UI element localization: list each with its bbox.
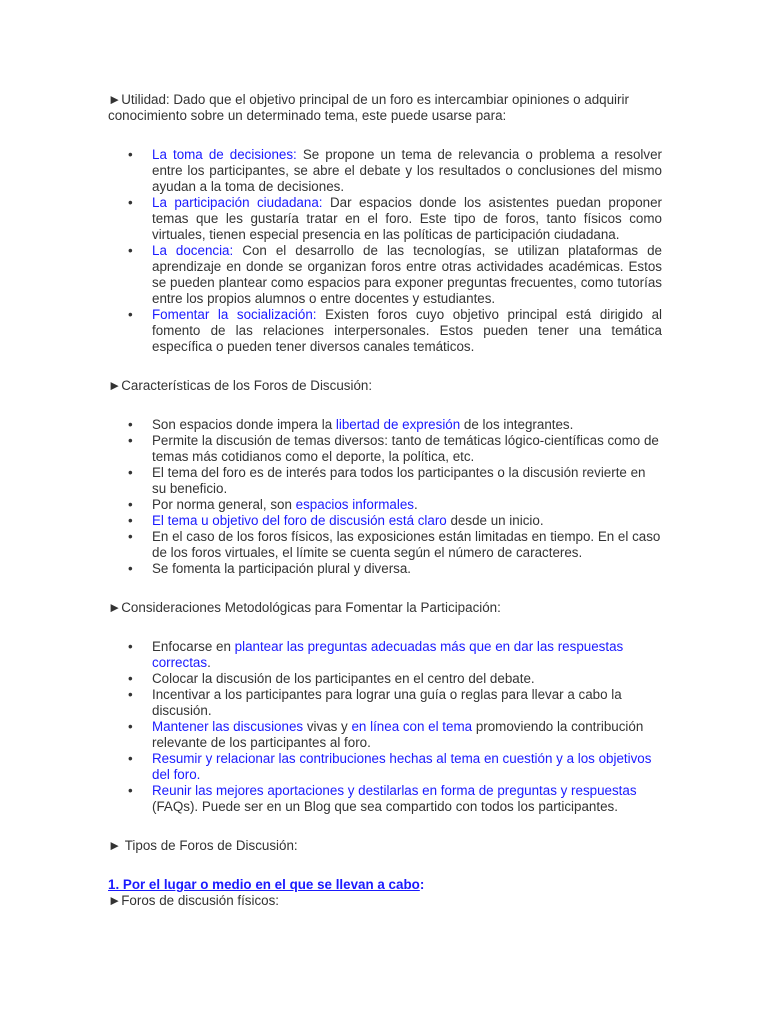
resumir-relacionar-link[interactable]: Resumir y relacionar las contribuciones hechas al tema en cuestión y a los objetivos del foro. [152, 751, 652, 782]
tipos-heading: ► Tipos de Foros de Discusión: [108, 838, 298, 853]
tema-objetivo-link[interactable]: El tema u objetivo del foro de discusión está claro [152, 513, 447, 528]
libertad-expresion-link[interactable]: libertad de expresión [335, 417, 461, 432]
reunir-aportaciones-link[interactable]: Reunir las mejores aportaciones y destilarlas en forma de preguntas y respuestas [152, 783, 637, 798]
list-item: • Permite la discusión de temas diversos: tanto de temáticas lógico-científicas como de temas más cotidianos como el deporte, la política, etc. [108, 433, 662, 465]
mantener-discusiones-link[interactable]: Mantener las discusiones [152, 719, 304, 734]
list-item: • La docencia: Con el desarrollo de las tecnologías, se utilizan plataformas de aprendizaje en donde se organizan foros entre otras actividades académicas. Estos se pueden plantear como espacios para exponer preguntas frecuentes, como tutorías entre los propios alumnos o entre docentes y estudiantes. [108, 243, 662, 307]
foros-fisicos-heading: ►Foros de discusión físicos: [108, 893, 280, 908]
list-item: • Se fomenta la participación plural y diversa. [108, 561, 662, 577]
toma-decisiones-link[interactable]: La toma de decisiones: [152, 147, 297, 162]
list-item [108, 751, 662, 783]
consideraciones-list [108, 639, 662, 815]
list-item: • Fomentar la socialización: Existen foros cuyo objetivo principal está dirigido al fomento de las relaciones interpersonales. Estos pueden tener una temática específica o pueden tener diversos canales temáticos. [108, 307, 662, 355]
list-item: • La participación ciudadana: Dar espacios donde los asistentes puedan proponer temas que les gustaría tratar en el foro. Este tipo de foros, tanto físicos como virtuales, tienen especial presencia en las políticas de participación ciudadana. [108, 195, 662, 243]
participacion-ciudadana-link[interactable]: La participación ciudadana: [152, 195, 323, 210]
plantear-preguntas-link[interactable]: plantear las preguntas adecuadas más que en dar las respuestas correctas [152, 639, 624, 670]
list-item: • Enfocarse en plantear las preguntas adecuadas más que en dar las respuestas correctas. [108, 639, 662, 671]
utilidad-intro: ►Utilidad: Dado que el objetivo principal de un foro es intercambiar opiniones o adquirir conocimiento sobre un determinado tema, este puede usarse para: [108, 92, 629, 123]
list-item: • La toma de decisiones: Se propone un tema de relevancia o problema a resolver entre los participantes, se abre el debate y los resultados o conclusiones del mismo ayudan a la toma de decisiones. [108, 147, 662, 195]
utilidad-list [108, 147, 662, 355]
list-item: • Colocar la discusión de los participantes en el centro del debate. [108, 671, 662, 687]
list-item: • Reunir las mejores aportaciones y destilarlas en forma de preguntas y respuestas (FAQs). Puede ser en un Blog que sea compartido con todos los participantes. [108, 783, 662, 815]
consideraciones-heading: ►Consideraciones Metodológicas para Fomentar la Participación: [108, 600, 501, 615]
list-item: • En el caso de los foros físicos, las exposiciones están limitadas en tiempo. En el caso de los foros virtuales, el límite se cuenta según el número de caracteres. [108, 529, 662, 561]
caracteristicas-list [108, 417, 662, 577]
en-linea-tema-link[interactable]: en línea con el tema [351, 719, 473, 734]
list-item: • El tema del foro es de interés para todos los participantes o la discusión revierte en su beneficio. [108, 465, 662, 497]
espacios-informales-link[interactable]: espacios informales [295, 497, 414, 512]
tipos-subheading: 1. Por el lugar o medio en el que se llevan a cabo: [108, 877, 425, 892]
list-item: • Mantener las discusiones vivas y en línea con el tema promoviendo la contribución relevante de los participantes al foro. [108, 719, 662, 751]
docencia-link[interactable]: La docencia: [152, 243, 234, 258]
list-item: • El tema u objetivo del foro de discusión está claro desde un inicio. [108, 513, 662, 529]
list-item: • Son espacios donde impera la libertad de expresión de los integrantes. [108, 417, 662, 433]
document-content [108, 92, 662, 909]
lugar-medio-link[interactable]: 1. Por el lugar o medio en el que se llevan a cabo [108, 877, 420, 892]
socializacion-link[interactable]: Fomentar la socialización: [152, 307, 317, 322]
list-item: • Por norma general, son espacios informales. [108, 497, 662, 513]
list-item: • Incentivar a los participantes para lograr una guía o reglas para llevar a cabo la discusión. [108, 687, 662, 719]
caracteristicas-heading: ►Características de los Foros de Discusión: [108, 378, 373, 393]
